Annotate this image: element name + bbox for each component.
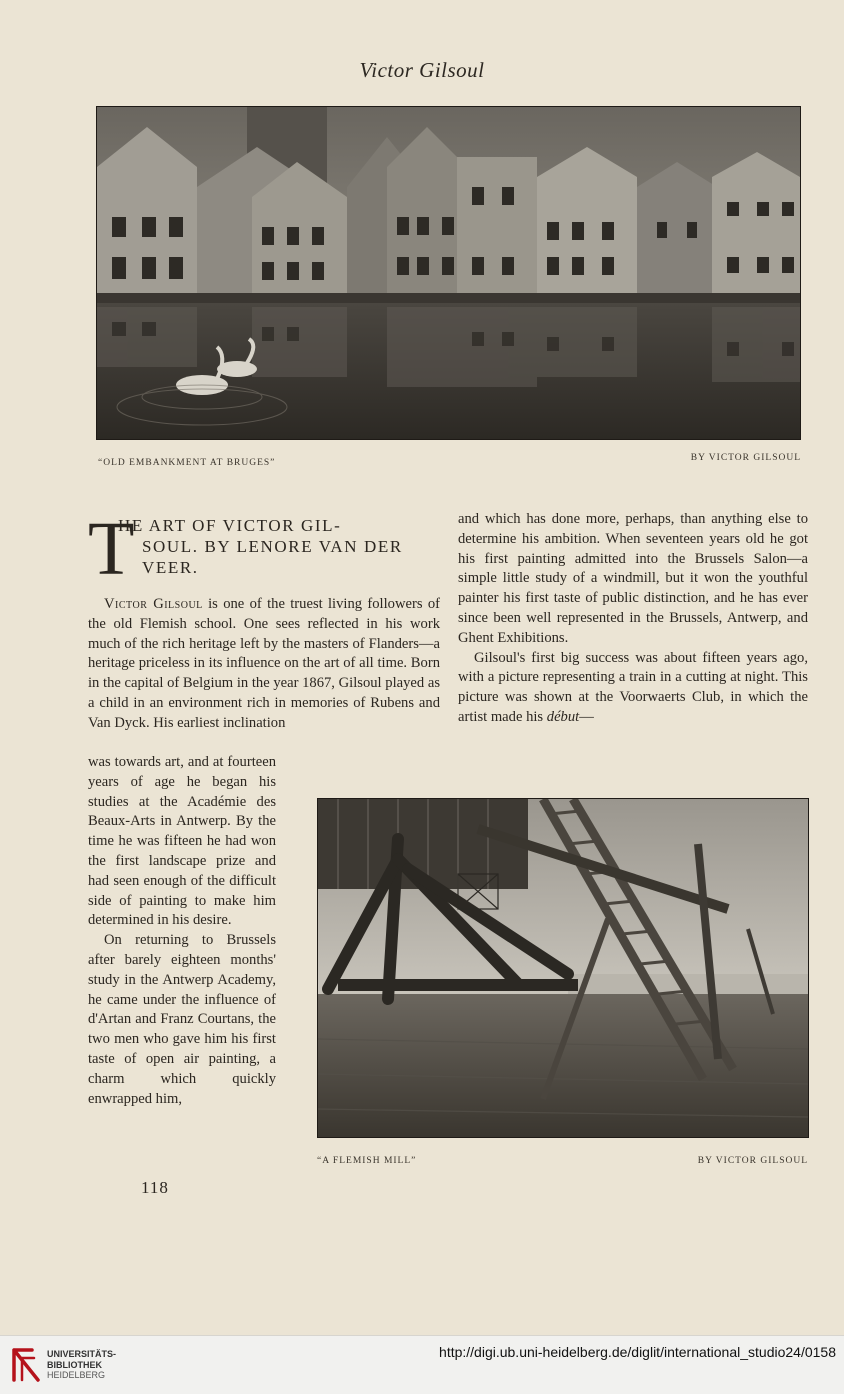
right-column bbox=[458, 510, 808, 728]
left-column-top bbox=[88, 507, 440, 734]
paragraph-1-continued: was towards art, and at fourteen years of age he began his studies at the Académie des Beaux-Arts in Antwerp. By the time he was fifteen he had won the first landscape prize and had seen enough of the difficult side of painting to make him determined in his desire. bbox=[88, 754, 276, 929]
title-line-2: SOUL. BY LENORE VAN DER bbox=[142, 537, 403, 556]
debut-italic: début bbox=[546, 708, 580, 725]
plate-flemish-mill bbox=[317, 798, 809, 1138]
drop-cap: T bbox=[88, 507, 135, 591]
permalink-url[interactable]: http://digi.ub.uni-heidelberg.de/diglit/international_studio24/0158 bbox=[439, 1344, 836, 1360]
title-line-1: HE ART OF VICTOR GIL- bbox=[118, 516, 342, 535]
caption-mill-artist: BY VICTOR GILSOUL bbox=[697, 1156, 808, 1166]
library-logo-icon[interactable] bbox=[10, 1346, 42, 1389]
plate-old-embankment-bruges bbox=[96, 106, 801, 440]
paragraph-2: On returning to Brussels after barely eighteen months' study in the Antwerp Academy, he came under the influence of d'Artan and Franz Courtans, the two men who gave him his first taste of open air painting, a charm which quickly enwrapped him, bbox=[88, 932, 276, 1107]
paragraph-3: and which has done more, perhaps, than anything else to determine his ambition. When seventeen years old he got his first painting admitted into the Brussels Salon—a simple little study of a windmill, but it won the youthful painter his first taste of public distinction, and he has ever since been well represented in the Brussels, Antwerp, and Ghent Exhibitions. bbox=[458, 511, 808, 646]
library-logo-text[interactable]: UNIVERSITÄTS- BIBLIOTHEK HEIDELBERG bbox=[47, 1349, 117, 1380]
caption-bruges-artist: BY VICTOR GILSOUL bbox=[690, 453, 801, 463]
painting-bruges-image bbox=[97, 107, 800, 439]
page-number: 118 bbox=[141, 1178, 169, 1197]
paragraph-4: Gilsoul's first big success was about fifteen years ago, with a picture representing a train in a cutting at night. This picture was shown at the Voorwaerts Club, in which the artist made his début— bbox=[458, 649, 808, 725]
footer-bar bbox=[0, 1335, 844, 1394]
caption-mill-title: “A FLEMISH MILL” bbox=[317, 1156, 417, 1166]
article-title bbox=[88, 507, 440, 591]
painting-mill-image bbox=[318, 799, 808, 1137]
title-line-3: VEER. bbox=[142, 558, 199, 577]
running-head: Victor Gilsoul bbox=[359, 58, 485, 82]
caption-bruges-title: “OLD EMBANKMENT AT BRUGES” bbox=[98, 458, 276, 468]
lead-name: Victor Gilsoul bbox=[104, 596, 203, 612]
paragraph-1: Victor Gilsoul is one of the truest living followers of the old Flemish school. One sees reflected in his work much of the rich heritage left by the masters of Flanders—a heritage priceless in its influence on the art of all time. Born in the capital of Belgium in the year 1867, Gilsoul played as a child in an environment rich in memories of Rubens and Van Dyck. His earliest inclination bbox=[88, 596, 440, 731]
left-column-narrow bbox=[88, 753, 276, 1109]
